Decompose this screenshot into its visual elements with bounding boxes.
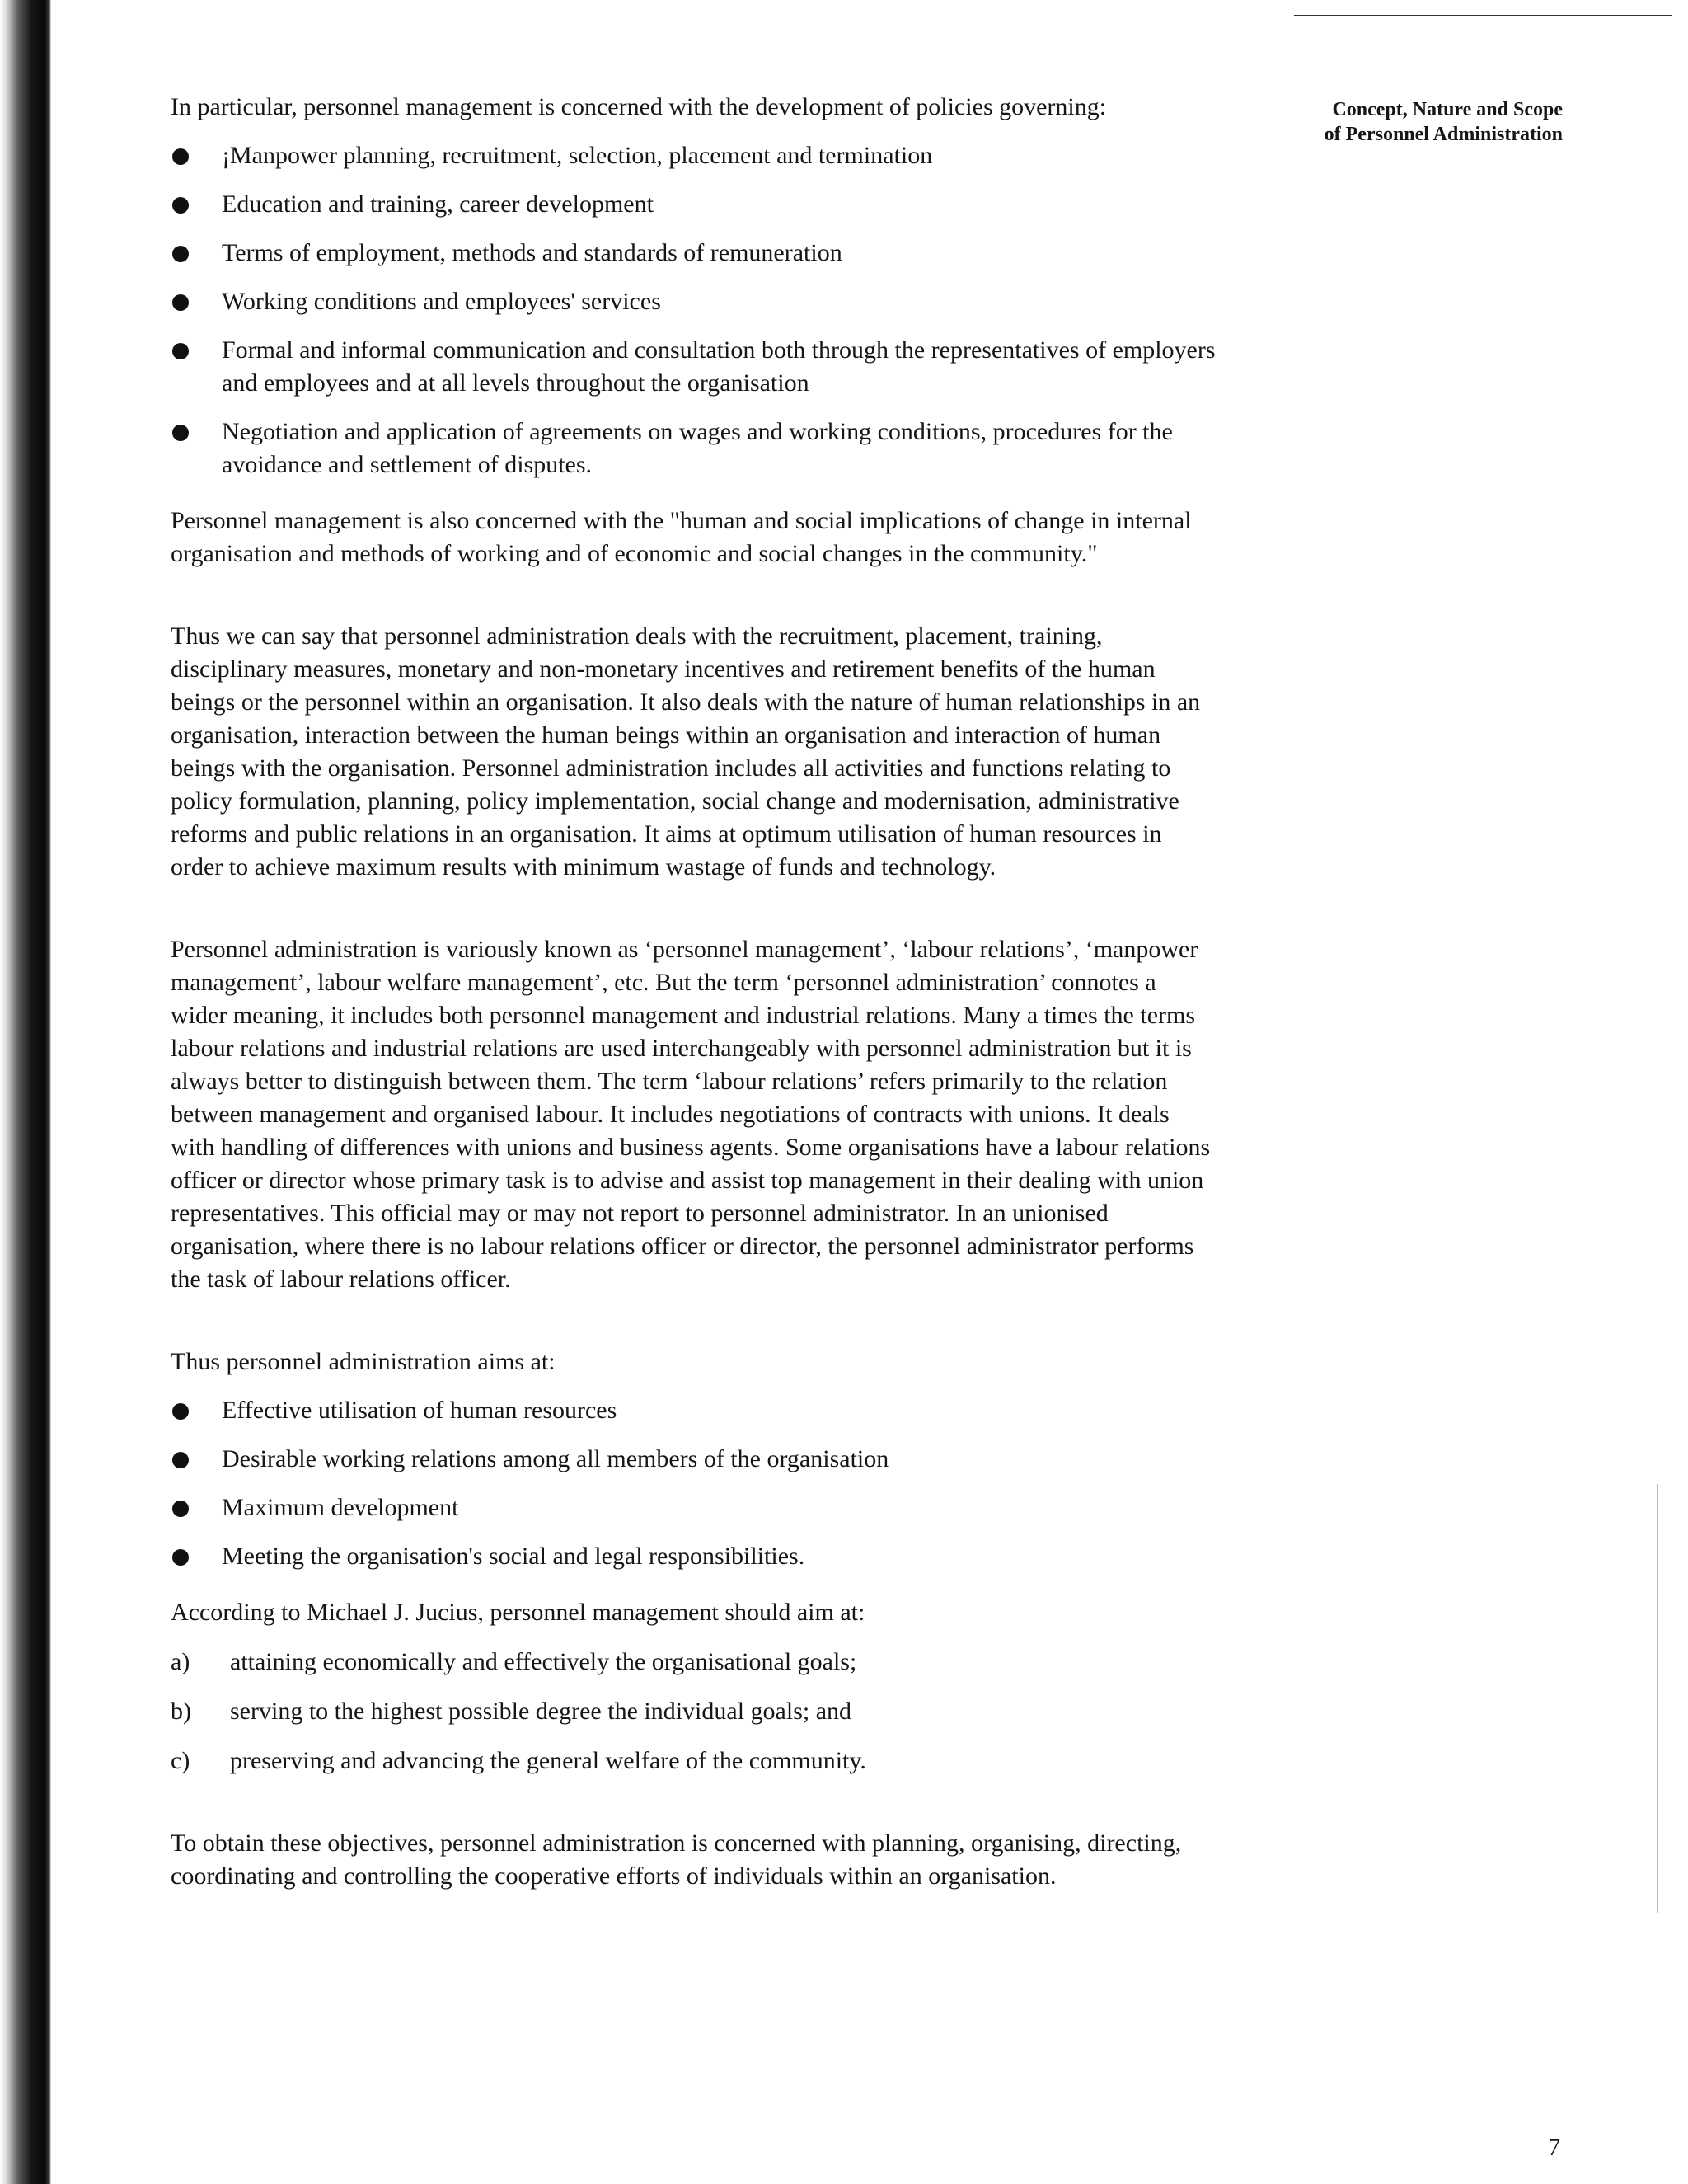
bullet-icon [172, 148, 189, 165]
list-item [171, 416, 1217, 481]
list-item [171, 1540, 1217, 1573]
thus-paragraph: Thus we can say that personnel administration deals with the recruitment, placement, training, disciplinary measures, monetary and non-monetary incentives and retirement benefits of the human beings or the personnel within an organisation. It also deals with the nature of human relationships in an organisation, interaction between the human beings within an organisation and interaction of human beings with the organisation. Personnel administration includes all activities and functions relating to policy formulation, planning, policy implementation, social change and modernisation, administrative reforms and public relations in an organisation. It aims at optimum utilisation of human resources in order to achieve maximum results with minimum wastage of funds and technology. [171, 622, 1201, 881]
bullet-icon [172, 197, 189, 214]
bullet-icon [172, 1549, 189, 1566]
list-item [171, 1695, 1217, 1728]
final-paragraph: To obtain these objectives, personnel administration is concerned with planning, organising, directing, coordinating and controlling the cooperative efforts of individuals within an organisation. [171, 1829, 1182, 1890]
policy-list [171, 139, 1217, 481]
jucius-list [171, 1646, 1217, 1778]
list-item-text: serving to the highest possible degree the individual goals; and [230, 1698, 852, 1725]
aims-intro: Thus personnel administration aims at: [171, 1348, 556, 1375]
page-number: 7 [1548, 2134, 1560, 2161]
list-item [171, 1491, 1217, 1524]
list-item-text: Effective utilisation of human resources [222, 1397, 617, 1424]
running-header-line-1: Concept, Nature and Scope [1332, 99, 1563, 120]
list-item-label: a) [171, 1648, 190, 1675]
margin-rule [1657, 1484, 1658, 1913]
list-item [171, 285, 1217, 318]
list-item-text: Formal and informal communication and consultation both through the representatives of employers and employees and at all levels throughout the organisation [222, 336, 1216, 397]
known-as-paragraph: Personnel administration is variously known as ‘personnel management’, ‘labour relations’, ‘manpower management’, labour welfare management’, etc. But the term ‘personnel administration’ connotes a wider meaning, it includes both personnel management and industrial relations. Many a times the terms labour relations and industrial relations are used interchangeably with personnel administration but it is always better to distinguish between them. The term ‘labour relations’ refers primarily to the relation between management and organised labour. It includes negotiations of contracts with unions. It deals with handling of differences with unions and business agents. Some organisations have a labour relations officer or director whose primary task is to advise and assist top management in their dealing with union representatives. This official may or may not report to personnel administrator. In an unionised organisation, where there is no labour relations officer or director, the personnel administrator performs the task of labour relations officer. [171, 936, 1211, 1293]
top-rule [1294, 15, 1672, 16]
bullet-icon [172, 1452, 189, 1468]
list-item-text: attaining economically and effectively the organisational goals; [230, 1648, 857, 1675]
list-item-text: Maximum development [222, 1494, 459, 1521]
bullet-icon [172, 343, 189, 359]
list-item [171, 139, 1217, 172]
bullet-icon [172, 1501, 189, 1517]
list-item [171, 1443, 1217, 1476]
list-item-text: Meeting the organisation's social and legal responsibilities. [222, 1543, 805, 1570]
list-item-label: b) [171, 1698, 191, 1725]
running-header-line-2: of Personnel Administration [1324, 124, 1563, 145]
list-item-text: Working conditions and employees' services [222, 288, 661, 315]
bullet-icon [172, 1403, 189, 1420]
bullet-icon [172, 294, 189, 311]
list-item [171, 237, 1217, 270]
aims-list [171, 1394, 1217, 1573]
list-item-text: Desirable working relations among all members of the organisation [222, 1445, 889, 1472]
scan-edge [0, 0, 51, 2184]
intro-paragraph: In particular, personnel management is concerned with the development of policies governing: [171, 93, 1107, 120]
bullet-icon [172, 246, 189, 262]
bullet-icon [172, 425, 189, 441]
list-item [171, 1394, 1217, 1427]
list-item [171, 334, 1217, 400]
jucius-intro: According to Michael J. Jucius, personnel management should aim at: [171, 1599, 865, 1626]
list-item-text: Negotiation and application of agreements on wages and working conditions, procedures for the avoidance and settlement of disputes. [222, 418, 1173, 478]
list-item-text: ¡Manpower planning, recruitment, selection, placement and termination [222, 142, 933, 169]
running-header [1325, 97, 1563, 147]
list-item-text: preserving and advancing the general welfare of the community. [230, 1747, 866, 1774]
list-item-text: Terms of employment, methods and standards of remuneration [222, 239, 842, 266]
list-item [171, 188, 1217, 221]
list-item-text: Education and training, career development [222, 190, 654, 218]
page-body [171, 91, 1217, 1893]
list-item-label: c) [171, 1747, 190, 1774]
list-item [171, 1646, 1217, 1679]
list-item [171, 1745, 1217, 1778]
change-paragraph: Personnel management is also concerned with the "human and social implications of change in internal organisation and methods of working and of economic and social changes in the community." [171, 507, 1192, 567]
